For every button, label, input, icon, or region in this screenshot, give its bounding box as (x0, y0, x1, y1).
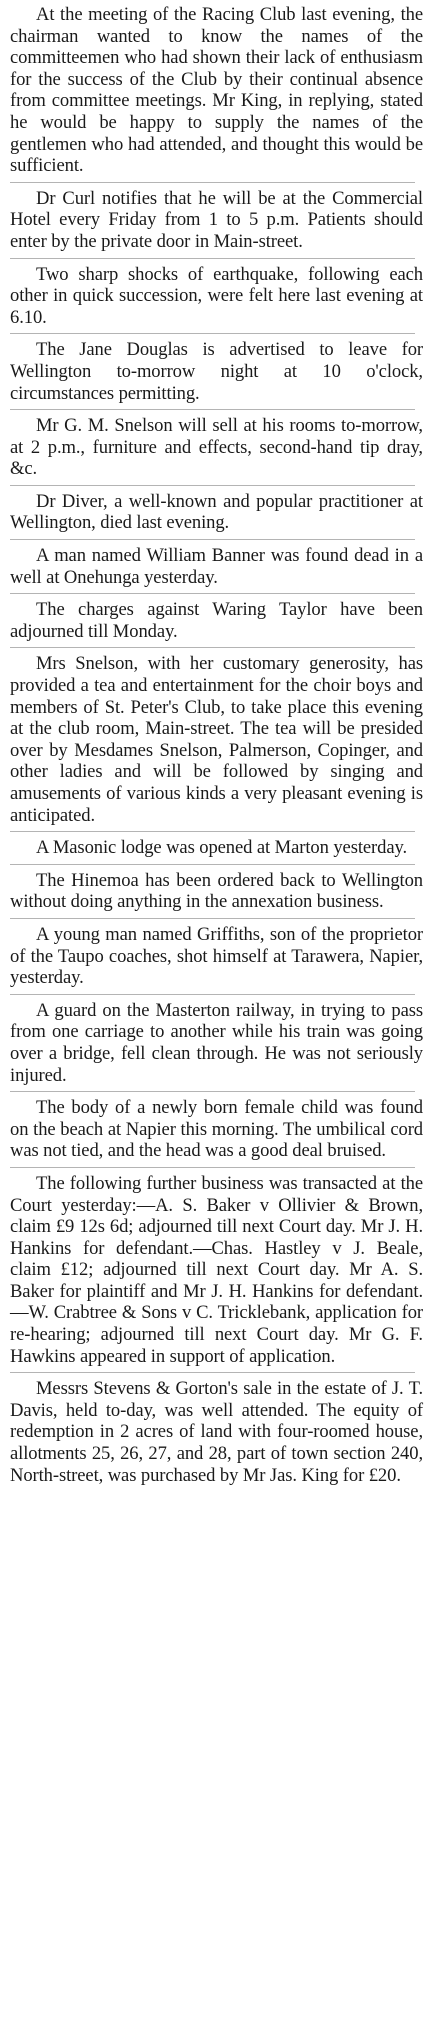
news-item-hinemoa: The Hinemoa has been ordered back to Wellington without doing anything in the annexation business. (10, 869, 423, 913)
news-item-earthquake: Two sharp shocks of earthquake, following each other in quick succession, were felt here last evening at 6.10. (10, 263, 423, 328)
news-item-racing-club: At the meeting of the Racing Club last evening, the chairman wanted to know the names of the committeemen who had shown their lack of enthusiasm for the success of the Club by their continual absence from committee meetings. Mr King, in replying, stated he would be happy to supply the names of the gentlemen who had attended, and thought this would be sufficient. (10, 4, 423, 177)
item-divider (10, 1167, 415, 1168)
news-item-mrs-snelson: Mrs Snelson, with her customary generosity, has provided a tea and entertainment for the choir boys and members of St. Peter's Club, to take place this evening at the club room, Main-street. The tea will be presided over by Mesdames Snelson, Palmerson, Copinger, and other ladies and will be followed by singing and amusements of various kinds a very pleasant evening is anticipated. (10, 653, 423, 826)
item-divider (10, 539, 415, 540)
news-item-dr-diver: Dr Diver, a well-known and popular practitioner at Wellington, died last evening. (10, 490, 423, 534)
news-item-griffiths: A young man named Griffiths, son of the proprietor of the Taupo coaches, shot himself at Tarawera, Napier, yesterday. (10, 923, 423, 989)
news-item-napier-child: The body of a newly born female child was found on the beach at Napier this morning. The umbilical cord was not tied, and the head was a good deal bruised. (10, 1097, 423, 1162)
item-divider (10, 994, 415, 995)
item-divider (10, 182, 415, 183)
news-item-william-banner: A man named William Banner was found dead in a well at Onehunga yesterday. (10, 545, 423, 588)
item-divider (10, 593, 415, 594)
item-divider (10, 1372, 415, 1373)
item-divider (10, 831, 415, 832)
news-item-masterton-railway: A guard on the Masterton railway, in trying to pass from one carriage to another while his train was going over a bridge, fell clean through. He was not seriously injured. (10, 999, 423, 1086)
news-item-waring-taylor: The charges against Waring Taylor have been adjourned till Monday. (10, 599, 423, 642)
news-item-jane-douglas: The Jane Douglas is advertised to leave for Wellington to-morrow night at 10 o'clock, circumstances permitting. (10, 339, 423, 404)
news-item-davis-estate-sale: Messrs Stevens & Gorton's sale in the estate of J. T. Davis, held to-day, was well attended. The equity of redemption in 2 acres of land with four-roomed house, allotments 25, 26, 27, and 28, part of town section 240, North-street, was purchased by Mr Jas. King for £20. (10, 1378, 423, 1486)
item-divider (10, 333, 415, 334)
item-divider (10, 864, 415, 865)
news-item-court-business: The following further business was transacted at the Court yesterday:—A. S. Baker v Ollivier & Brown, claim £9 12s 6d; adjourned till next Court day. Mr J. H. Hankins for defendant.—Chas. Hastley v J. Beale, claim £12; adjourned till next Court day. Mr A. S. Baker for plaintiff and Mr J. H. Hankins for defendant.—W. Crabtree & Sons v C. Tricklebank, application for re-hearing; adjourned till next Court day. Mr G. F. Hawkins appeared in support of application. (10, 1172, 423, 1367)
item-divider (10, 918, 415, 919)
news-item-masonic-lodge: A Masonic lodge was opened at Marton yesterday. (36, 837, 408, 859)
item-divider (10, 258, 415, 259)
news-item-dr-curl: Dr Curl notifies that he will be at the Commercial Hotel every Friday from 1 to 5 p.m. Patients should enter by the private door in Main-street. (10, 187, 423, 252)
item-divider (10, 485, 415, 486)
item-divider (10, 1091, 415, 1092)
item-divider (10, 647, 415, 648)
news-item-snelson-sale: Mr G. M. Snelson will sell at his rooms to-morrow, at 2 p.m., furniture and effects, second-hand tip dray, &c. (10, 415, 423, 480)
item-divider (10, 409, 415, 410)
